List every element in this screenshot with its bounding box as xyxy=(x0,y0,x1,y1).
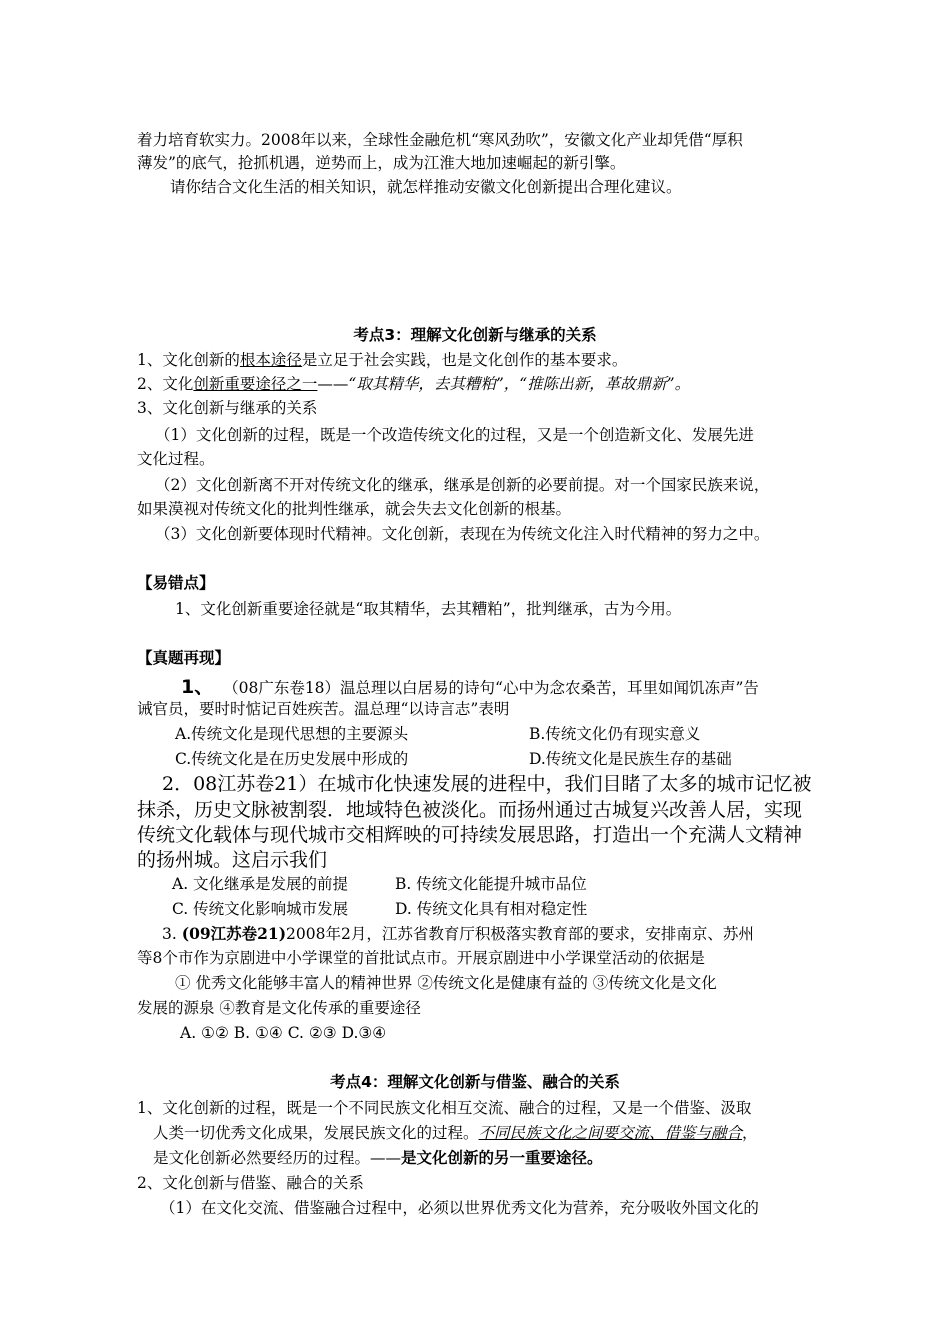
section3-point-3-1b: 文化过程。 xyxy=(137,450,215,468)
q2-line-1: 2．08江苏卷21）在城市化快速发展的进程中，我们目睹了太多的城市记忆被 xyxy=(162,773,812,795)
q3-line-3: ① 优秀文化能够丰富人的精神世界 ②传统文化是健康有益的 ③传统文化是文化 xyxy=(175,974,717,992)
italic-quote: “取其精华，去其糟粕”，“推陈出新，革故鼎新”。 xyxy=(348,375,691,393)
q1-option-d: D.传统文化是民族生存的基础 xyxy=(529,750,732,768)
q1-option-b: B.传统文化仍有现实意义 xyxy=(529,725,701,743)
mistakes-item-1: 1、文化创新重要途径就是“取其精华，去其糟粕”，批判继承，古为今用。 xyxy=(175,600,682,618)
bold-emphasis: 是文化创新的另一重要途径。 xyxy=(401,1148,603,1167)
section3-point-2: 2、文化创新重要途径之一——“取其精华，去其糟粕”，“推陈出新，革故鼎新”。 xyxy=(137,375,691,393)
section3-point-1: 1、文化创新的根本途径是立足于社会实践，也是文化创作的基本要求。 xyxy=(137,351,628,369)
section4-point-1b: 人类一切优秀文化成果，发展民族文化的过程。不同民族文化之间要交流、借鉴与融合， xyxy=(153,1124,758,1142)
section4-point-2-1: （1）在文化交流、借鉴融合过程中，必须以世界优秀文化为营养，充分吸收外国文化的 xyxy=(160,1199,759,1217)
intro-line-3: 请你结合文化生活的相关知识，就怎样推动安徽文化创新提出合理化建议。 xyxy=(170,178,682,196)
section3-point-3: 3、文化创新与继承的关系 xyxy=(137,399,318,417)
q3-line-2: 等8个市作为京剧进中小学课堂的首批试点市。开展京剧进中小学课堂活动的依据是 xyxy=(137,949,705,967)
section3-title: 考点3：理解文化创新与继承的关系 xyxy=(353,326,597,344)
q3-options: A. ①② B. ①④ C. ②③ D.③④ xyxy=(180,1024,387,1042)
section4-title: 考点4：理解文化创新与借鉴、融合的关系 xyxy=(330,1073,620,1091)
q1-number: 1、 xyxy=(181,676,214,698)
section4-point-1c: 是文化创新必然要经历的过程。——是文化创新的另一重要途径。 xyxy=(153,1148,603,1167)
q2-line-4: 的扬州城。这启示我们 xyxy=(137,849,328,871)
q2-option-d: D. 传统文化具有相对稳定性 xyxy=(395,900,588,918)
q1-option-c: C.传统文化是在历史发展中形成的 xyxy=(175,750,409,768)
q2-option-a: A. 文化继承是发展的前提 xyxy=(172,875,349,893)
q2-line-2: 抹杀，历史文脉被割裂．地域特色被淡化。而扬州通过古城复兴改善人居，实现 xyxy=(137,799,803,821)
exam-heading: 【真题再现】 xyxy=(137,649,231,667)
underlined-term: 创新重要途径之一 xyxy=(193,375,318,393)
section3-point-3-3: （3）文化创新要体现时代精神。文化创新，表现在为传统文化注入时代精神的努力之中。 xyxy=(155,525,770,543)
intro-line-1: 着力培育软实力。2008年以来，全球性金融危机“寒风劲吹”，安徽文化产业却凭借“厚积 xyxy=(137,131,743,149)
intro-line-2: 薄发”的底气，抢抓机遇，逆势而上，成为江淮大地加速崛起的新引擎。 xyxy=(137,154,626,172)
q3-line-1: 3. (09江苏卷21)2008年2月，江苏省教育厅积极落实教育部的要求，安排南京、苏州 xyxy=(162,924,754,943)
q1-line-1: 1、 （08广东卷18）温总理以白居易的诗句“心中为念农桑苦，耳里如闻饥冻声”告 xyxy=(181,676,759,698)
q3-source: (09江苏卷21) xyxy=(181,924,287,943)
section3-point-3-2b: 如果漠视对传统文化的批判性继承，就会失去文化创新的根基。 xyxy=(137,500,572,518)
section3-point-3-2a: （2）文化创新离不开对传统文化的继承，继承是创新的必要前提。对一个国家民族来说， xyxy=(155,476,770,494)
section4-point-2: 2、文化创新与借鉴、融合的关系 xyxy=(137,1174,364,1192)
section4-point-1a: 1、文化创新的过程，既是一个不同民族文化相互交流、融合的过程，又是一个借鉴、汲取 xyxy=(137,1099,752,1117)
q2-option-c: C. 传统文化影响城市发展 xyxy=(172,900,349,918)
q1-option-a: A.传统文化是现代思想的主要源头 xyxy=(175,725,409,743)
q2-line-3: 传统文化载体与现代城市交相辉映的可持续发展思路，打造出一个充满人文精神 xyxy=(137,824,803,846)
q3-line-4: 发展的源泉 ④教育是文化传承的重要途径 xyxy=(137,999,421,1017)
q1-line-2: 诫官员，要时时惦记百姓疾苦。温总理“以诗言志”表明 xyxy=(137,700,510,718)
mistakes-heading: 【易错点】 xyxy=(137,574,215,592)
underlined-term: 根本途径 xyxy=(239,351,302,369)
q2-option-b: B. 传统文化能提升城市品位 xyxy=(395,875,587,893)
q3-number: 3. xyxy=(162,925,177,943)
underlined-italic-phrase: 不同民族文化之间要交流、借鉴与融合 xyxy=(478,1124,743,1142)
section3-point-3-1a: （1）文化创新的过程，既是一个改造传统文化的过程，又是一个创造新文化、发展先进 xyxy=(155,426,754,444)
